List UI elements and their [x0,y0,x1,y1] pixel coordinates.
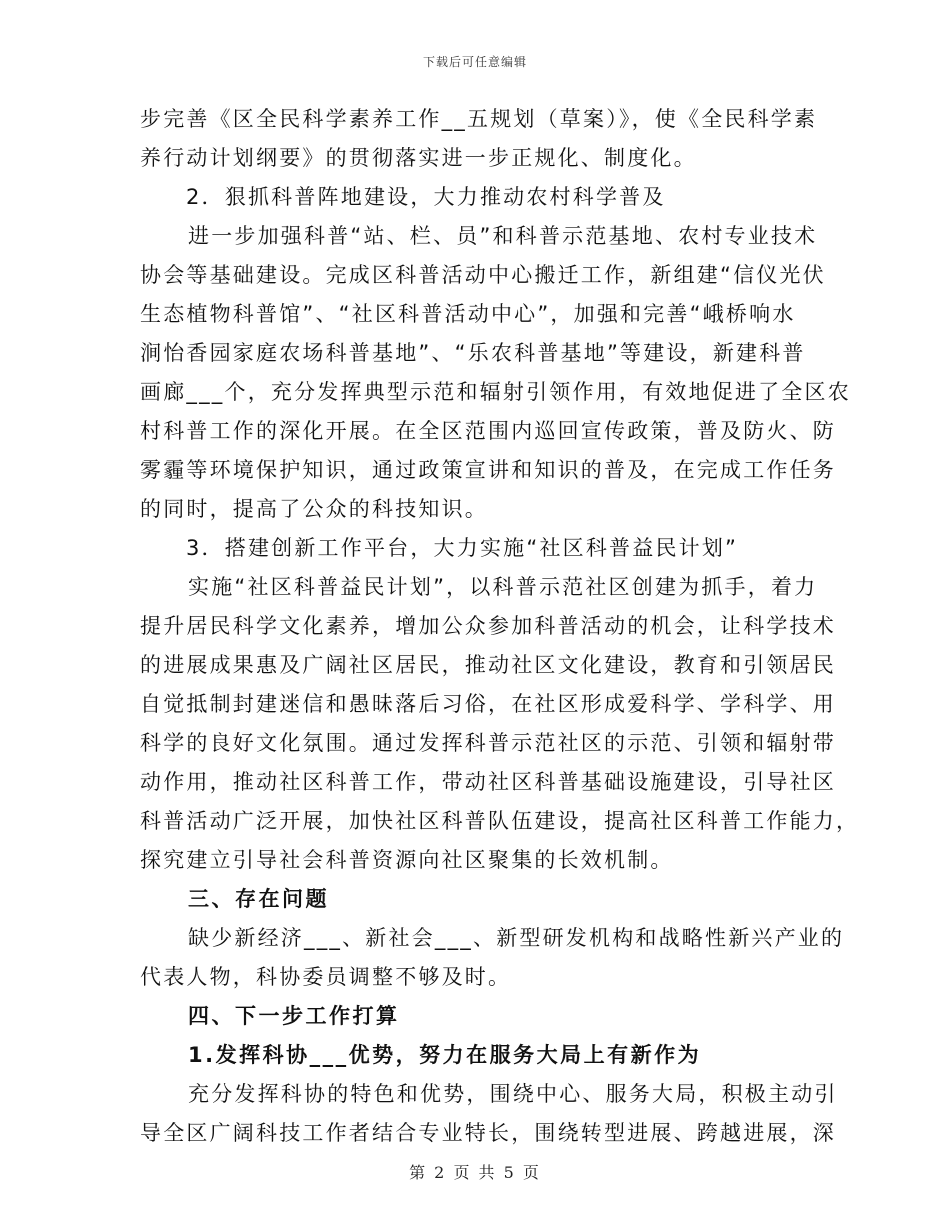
body-line: 协会等基础建设。完成区科普活动中心搬迁工作，新组建“信仪光伏 [140,263,826,287]
body-line: 雾霾等环境保护知识，通过政策宣讲和知识的普及，在完成工作任务 [140,458,836,482]
body-line: 的进展成果惠及广阔社区居民，推动社区文化建设，教育和引领居民 [140,653,836,677]
body-line: 提升居民科学文化素养，增加公众参加科普活动的机会，让科学技术 [140,614,836,638]
paragraph-start: 充分发挥科协的特色和优势，围绕中心、服务大局，积极主动引 [188,1082,838,1106]
section-heading-next-steps: 四、下一步工作打算 [188,1004,400,1028]
paragraph-start: 进一步加强科普“站、栏、员”和科普示范基地、农村专业技术 [188,224,818,248]
body-line: 涧怡香园家庭农场科普基地”、“乐农科普基地”等建设，新建科普 [140,341,806,365]
body-line: 导全区广阔科技工作者结合专业特长，围绕转型进展、跨越进展，深 [140,1121,836,1145]
body-line: 步完善《区全民科学素养工作__五规划（草案）》，使《全民科学素 [140,107,818,131]
body-line: 生态植物科普馆”、“社区科普活动中心”，加强和完善“峨桥响水 [140,302,796,326]
paragraph-start: 缺少新经济___、新社会___、新型研发机构和战略性新兴产业的 [188,926,845,950]
section-subheading: 3．搭建创新工作平台，大力实施“社区科普益民计划” [186,536,739,560]
body-line: 科普活动广泛开展，加快社区科普队伍建设，提高社区科普工作能力， [140,809,860,833]
page-number: 第 2 页 共 5 页 [409,1163,541,1182]
section-heading-problems: 三、存在问题 [188,887,329,911]
section-subheading: 2．狠抓科普阵地建设，大力推动农村科学普及 [186,185,666,209]
body-line: 探究建立引导社会科普资源向社区聚集的长效机制。 [140,848,674,872]
body-line: 代表人物，科协委员调整不够及时。 [140,965,512,989]
header-note: 下载后可任意编辑 [422,55,527,69]
body-line: 村科普工作的深化开展。在全区范围内巡回宣传政策，普及防火、防 [140,419,836,443]
body-line: 动作用，推动社区科普工作，带动社区科普基础设施建设，引导社区 [140,770,836,794]
body-line: 的同时，提高了公众的科技知识。 [140,497,488,521]
body-line: 画廊___个，充分发挥典型示范和辐射引领作用，有效地促进了全区农 [140,380,851,404]
section-subheading: 1.发挥科协___优势，努力在服务大局上有新作为 [188,1043,702,1067]
body-line: 自觉抵制封建迷信和愚昧落后习俗，在社区形成爱科学、学科学、用 [140,692,836,716]
body-line: 科学的良好文化氛围。通过发挥科普示范社区的示范、引领和辐射带 [140,731,836,755]
document-body [140,100,860,1153]
paragraph-start: 实施“社区科普益民计划”，以科普示范社区创建为抓手，着力 [188,575,818,599]
body-line: 养行动计划纲要》的贯彻落实进一步正规化、制度化。 [140,146,697,170]
